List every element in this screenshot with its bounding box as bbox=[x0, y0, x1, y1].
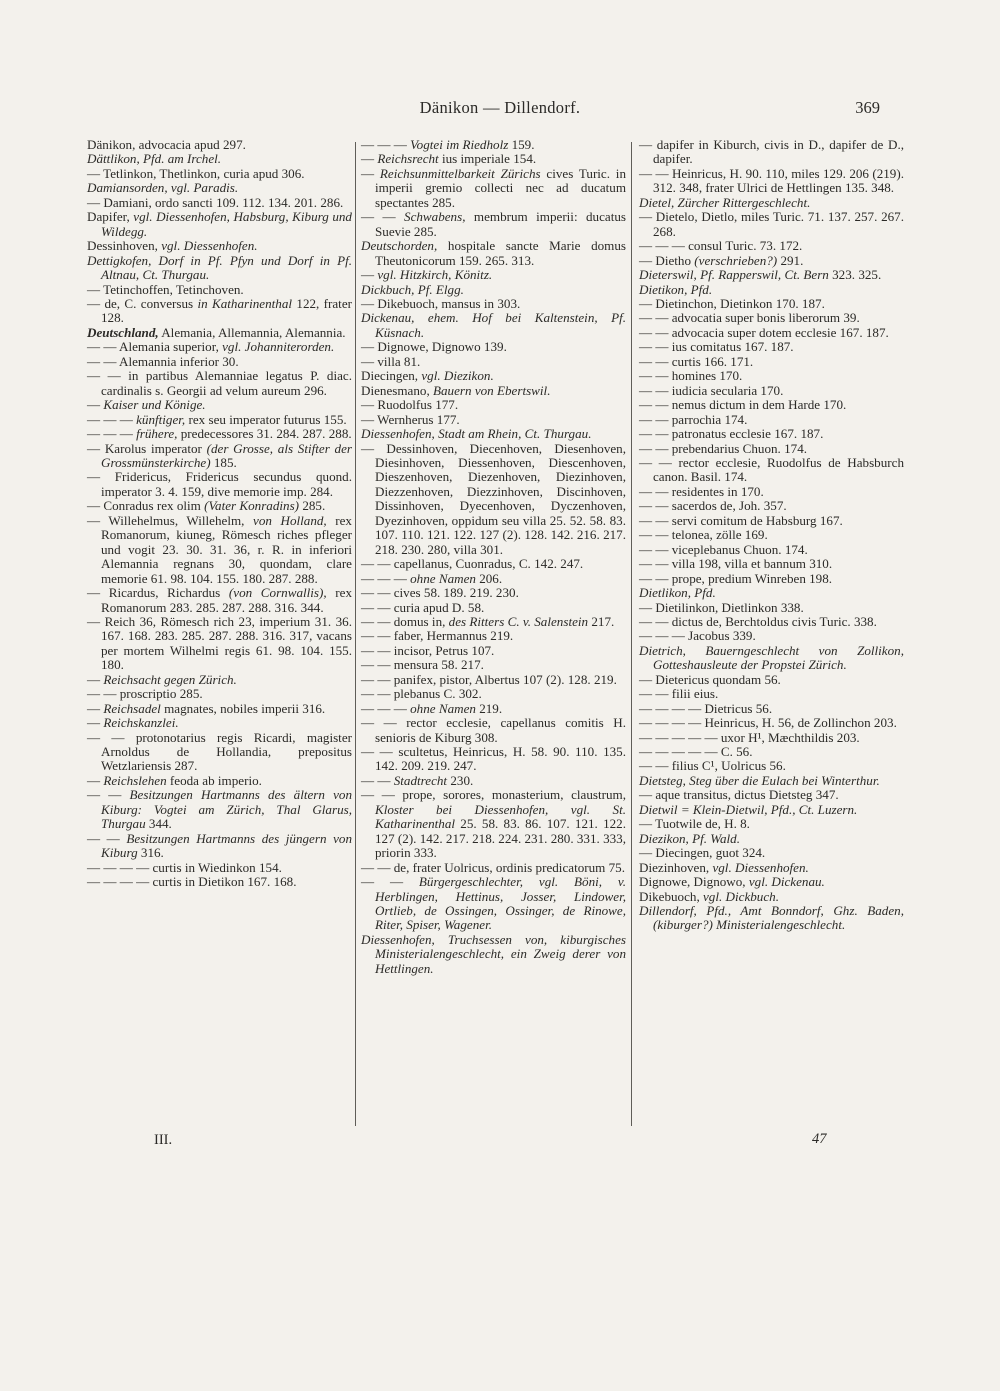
index-entry: — — iudicia secularia 170. bbox=[639, 382, 784, 398]
index-entry: Diecingen, vgl. Diezikon. bbox=[361, 368, 494, 384]
index-entry: — — capellanus, Cuonradus, C. 142. 247. bbox=[361, 556, 584, 572]
index-entry: — — advocatia super bonis liberorum 39. bbox=[639, 310, 860, 326]
index-entry: — — Besitzungen Hartmanns des jüngern von Kiburg 316. bbox=[87, 830, 352, 861]
index-entry: Dietlikon, Pfd. bbox=[639, 585, 716, 601]
index-entry: — — filii eius. bbox=[639, 686, 719, 702]
index-entry: — — cives 58. 189. 219. 230. bbox=[361, 585, 519, 601]
index-entry: Dietikon, Pfd. bbox=[639, 281, 713, 297]
sheet-number: 47 bbox=[812, 1131, 827, 1147]
index-entry: — — prebendarius Chuon. 174. bbox=[639, 440, 808, 456]
index-entry: — — Stadtrecht 230. bbox=[361, 772, 474, 788]
index-entry: Deutschland, Alemania, Allemannia, Alemannia. bbox=[87, 324, 346, 340]
index-entry: Dietel, Zürcher Rittergeschlecht. bbox=[639, 194, 811, 210]
index-entry: — Ruodolfus 177. bbox=[361, 397, 459, 413]
index-entry: Dessinhoven, vgl. Diessenhofen. bbox=[87, 238, 258, 254]
index-entry: — villa 81. bbox=[361, 353, 421, 369]
index-entry: — — Alemania superior, vgl. Johanniterorden. bbox=[87, 339, 335, 355]
index-entry: — de, C. conversus in Katharinenthal 122, frater 128. bbox=[87, 295, 352, 326]
column-divider bbox=[355, 142, 356, 1126]
index-entry: Dickbuch, Pf. Elgg. bbox=[361, 281, 464, 297]
index-entry: — Reichsacht gegen Zürich. bbox=[87, 671, 237, 687]
index-entry: Dänikon, advocacia apud 297. bbox=[87, 137, 246, 152]
index-entry: — — ius comitatus 167. 187. bbox=[639, 339, 794, 355]
index-column-2 bbox=[361, 138, 626, 976]
index-column-1 bbox=[87, 138, 352, 890]
index-entry: Dietrich, Bauerngeschlecht von Zollikon, Gotteshausleute der Propstei Zürich. bbox=[639, 642, 904, 673]
index-entry: — — proscriptio 285. bbox=[87, 686, 203, 702]
index-entry: — — — — curtis in Wiedinkon 154. bbox=[87, 859, 282, 875]
index-entry: — — Schwabens, membrum imperii: ducatus Suevie 285. bbox=[361, 209, 626, 239]
index-entry: — — — — Heinricus, H. 56, de Zollinchon 203. bbox=[639, 715, 897, 731]
index-entry: Diezinhoven, vgl. Diessenhofen. bbox=[639, 859, 809, 875]
index-entry: Dienesmano, Bauern von Ebertswil. bbox=[361, 382, 551, 398]
page-title: Dänikon — Dillendorf. bbox=[419, 98, 581, 117]
index-entry: — — in partibus Alemanniae legatus P. diac. cardinalis s. Georgii ad velum aureum 296. bbox=[87, 368, 352, 398]
index-entry: — Reichsunmittelbarkeit Zürichs cives Turic. in imperii gremio collecti nec ad ducatum spectantes 285. bbox=[361, 165, 626, 210]
index-entry: — — panifex, pistor, Albertus 107 (2). 128. 219. bbox=[361, 671, 617, 687]
index-entry: — — advocacia super dotem ecclesie 167. 187. bbox=[639, 324, 889, 340]
column-divider bbox=[631, 142, 632, 1126]
index-entry: Deutschorden, hospitale sancte Marie domus Theutonicorum 159. 265. 313. bbox=[361, 238, 626, 268]
index-entry: — — Heinricus, H. 90. 110, miles 129. 206 (219). 312. 348, frater Ulrici de Hettlingen 135. 348. bbox=[639, 165, 904, 196]
index-entry: — — — Jacobus 339. bbox=[639, 628, 756, 644]
index-entry: Dättlikon, Pfd. am Irchel. bbox=[87, 151, 222, 167]
index-entry: — Reichslehen feoda ab imperio. bbox=[87, 772, 262, 788]
index-entry: — — curtis 166. 171. bbox=[639, 353, 754, 369]
index-entry: — Willehelmus, Willehelm, von Holland, rex Romanorum, kiuneg, Römesch riches pfleger und vogit 23. 30. 31. 36, r. R. in inferiori Alemannia regnans 30, quondam, clare memorie 61. 98. 104. 155. 180. 287. 288. bbox=[87, 512, 352, 586]
index-entry: — — residentes in 170. bbox=[639, 483, 764, 499]
index-entry: — — Besitzungen Hartmanns des ältern von Kiburg: Vogtei am Zürich, Thal Glarus, Thurgau 344. bbox=[87, 787, 353, 832]
index-entry: — — faber, Hermannus 219. bbox=[361, 628, 514, 644]
index-entry: — — — — — C. 56. bbox=[639, 744, 753, 760]
index-entry: Dignowe, Dignowo, vgl. Dickenau. bbox=[639, 874, 825, 890]
index-entry: — — — — curtis in Dietikon 167. 168. bbox=[87, 874, 297, 890]
index-entry: — Reichsrecht ius imperiale 154. bbox=[361, 151, 537, 167]
index-entry: — Damiani, ordo sancti 109. 112. 134. 201. 286. bbox=[87, 194, 344, 210]
index-entry: — — plebanus C. 302. bbox=[361, 686, 482, 702]
index-entry: — aque transitus, dictus Dietsteg 347. bbox=[639, 787, 839, 803]
index-entry: Dietsteg, Steg über die Eulach bei Winterthur. bbox=[639, 772, 880, 788]
index-entry: — — de, frater Uolricus, ordinis predicatorum 75. bbox=[361, 859, 625, 875]
index-entry: Dapifer, vgl. Diessenhofen, Habsburg, Kiburg und Wildegg. bbox=[87, 209, 352, 239]
index-entry: — Diecingen, guot 324. bbox=[639, 845, 766, 861]
index-entry: — Karolus imperator (der Grosse, als Stifter der Grossmünsterkirche) 185. bbox=[87, 440, 352, 470]
index-entry: — Dietinchon, Dietinkon 170. 187. bbox=[639, 295, 825, 311]
index-entry: — Conradus rex olim (Vater Konradins) 285. bbox=[87, 498, 326, 514]
index-entry: — — rector ecclesie, Ruodolfus de Habsburch canon. Basil. 174. bbox=[639, 454, 904, 485]
index-entry: Dettigkofen, Dorf in Pf. Pfyn und Dorf in Pf. Altnau, Ct. Thurgau. bbox=[87, 252, 352, 283]
index-entry: — vgl. Hitzkirch, Könitz. bbox=[361, 267, 493, 283]
index-entry: — — filius C¹, Uolricus 56. bbox=[639, 758, 786, 774]
index-entry: — Tetinchoffen, Tetinchoven. bbox=[87, 281, 244, 297]
index-entry: — Dietelo, Dietlo, miles Turic. 71. 137. 257. 267. 268. bbox=[639, 209, 904, 239]
index-entry: — — mensura 58. 217. bbox=[361, 657, 484, 673]
index-entry: — — dictus de, Berchtoldus civis Turic. 338. bbox=[639, 613, 877, 629]
index-entry: — — — Vogtei im Riedholz 159. bbox=[361, 137, 535, 152]
index-entry: — — sacerdos de, Joh. 357. bbox=[639, 498, 787, 514]
index-entry: — Fridericus, Fridericus secundus quond. imperator 3. 4. 159, dive memorie imp. 284. bbox=[87, 469, 352, 499]
index-entry: — — homines 170. bbox=[639, 368, 743, 384]
index-entry: — — viceplebanus Chuon. 174. bbox=[639, 541, 808, 557]
index-entry: — — domus in, des Ritters C. v. Salenstein 217. bbox=[361, 613, 615, 629]
index-entry: — Dietericus quondam 56. bbox=[639, 671, 781, 687]
index-entry: — — telonea, zölle 169. bbox=[639, 527, 768, 543]
index-entry: Dietwil = Klein-Dietwil, Pfd., Ct. Luzern. bbox=[639, 801, 858, 817]
index-entry: — Dietilinkon, Dietlinkon 338. bbox=[639, 599, 804, 615]
index-entry: — — scultetus, Heinricus, H. 58. 90. 110. 135. 142. 209. 219. 247. bbox=[361, 744, 626, 774]
index-entry: Dieterswil, Pf. Rapperswil, Ct. Bern 323. 325. bbox=[639, 267, 882, 283]
index-entry: — Kaiser und Könige. bbox=[87, 397, 206, 413]
signature-mark: III. bbox=[154, 1132, 173, 1148]
index-entry: Dickenau, ehem. Hof bei Kaltenstein, Pf. Küsnach. bbox=[361, 310, 626, 340]
index-entry: — — — — Dietricus 56. bbox=[639, 700, 773, 716]
index-entry: — — — — — uxor H¹, Mæchthildis 203. bbox=[639, 729, 860, 745]
index-entry: Damiansorden, vgl. Paradis. bbox=[87, 180, 239, 196]
index-entry: — — — künftiger, rex seu imperator futurus 155. bbox=[87, 411, 347, 427]
index-entry: Dikebuoch, vgl. Dickbuch. bbox=[639, 888, 779, 904]
index-entry: — — — consul Turic. 73. 172. bbox=[639, 238, 803, 254]
index-entry: — — — ohne Namen 206. bbox=[361, 570, 503, 586]
page-number: 369 bbox=[855, 98, 880, 117]
index-entry: — Reich 36, Römesch rich 23, imperium 31. 36. 167. 168. 283. 285. 287. 288. 316. 317, vacans per mortem Wilhelmi regis 61. 98. 104. 155. 180. bbox=[87, 613, 352, 673]
index-entry: — — prope, predium Winreben 198. bbox=[639, 570, 833, 586]
index-entry: — — Bürgergeschlechter, vgl. Böni, v. Herblingen, Hettinus, Josser, Lindower, Ortlieb, de Ossingen, Ossinger, de Rinowe, Riter, Spiser, Wagener. bbox=[361, 874, 627, 933]
index-entry: — — rector ecclesie, capellanus comitis H. senioris de Kiburg 308. bbox=[361, 715, 626, 745]
index-entry: — — nemus dictum in dem Harde 170. bbox=[639, 397, 847, 413]
index-entry: — — parrochia 174. bbox=[639, 411, 748, 427]
index-entry: — Dignowe, Dignowo 139. bbox=[361, 339, 507, 355]
index-entry: — — — frühere, predecessores 31. 284. 287. 288. bbox=[87, 426, 352, 442]
index-entry: — — protonotarius regis Ricardi, magister Arnoldus de Hollandia, prepositus Wetzlariensis 287. bbox=[87, 729, 352, 774]
index-entry: — Dikebuoch, mansus in 303. bbox=[361, 295, 521, 311]
index-entry: — Tuotwile de, H. 8. bbox=[639, 816, 750, 832]
index-entry: — Reichsadel magnates, nobiles imperii 316. bbox=[87, 700, 326, 716]
index-entry: — — curia apud D. 58. bbox=[361, 599, 485, 615]
index-entry: — Wernherus 177. bbox=[361, 411, 460, 427]
index-entry: — — incisor, Petrus 107. bbox=[361, 642, 495, 658]
index-entry: Diessenhofen, Stadt am Rhein, Ct. Thurgau. bbox=[361, 426, 592, 442]
index-entry: — — Alemannia inferior 30. bbox=[87, 353, 239, 369]
index-entry: — Dessinhoven, Diecenhoven, Diesenhoven, Diesinhoven, Diessenhoven, Diescenhoven, Dieszenhoven, Diezenhoven, Diezinhoven, Diezzenhoven, Diezzinhoven, Discinhoven, Dissinhoven, Dyecenhoven, Dyczenhoven, Dyezinhoven, oppidum seu villa 25. 52. 58. 83. 107. 110. 121. 122. 127 (2). 128. 142. 216. 217. 218. 230. 280, villa 301. bbox=[361, 440, 626, 557]
index-entry: Diezikon, Pf. Wald. bbox=[639, 830, 740, 846]
index-entry: Dillendorf, Pfd., Amt Bonndorf, Ghz. Baden, (kiburger?) Ministerialengeschlecht. bbox=[639, 903, 904, 933]
index-entry: — Tetlinkon, Thetlinkon, curia apud 306. bbox=[87, 165, 305, 181]
index-entry: — — prope, sorores, monasterium, claustrum, Kloster bei Diessenhofen, vgl. St. Katharinenthal 25. 58. 83. 86. 107. 121. 122. 127 (2). 142. 217. 218. 224. 231. 280. 331. 333, priorin 333. bbox=[361, 787, 626, 861]
index-entry: — Reichskanzlei. bbox=[87, 715, 179, 731]
index-entry: — Ricardus, Richardus (von Cornwallis), rex Romanorum 283. 285. 287. 288. 316. 344. bbox=[87, 585, 353, 615]
index-entry: — Dietho (verschrieben?) 291. bbox=[639, 252, 804, 268]
index-entry: — — patronatus ecclesie 167. 187. bbox=[639, 426, 824, 442]
running-head bbox=[0, 98, 1000, 120]
index-entry: Diessenhofen, Truchsessen von, kiburgisches Ministerialengeschlecht, ein Zweig derer von Hettlingen. bbox=[361, 931, 626, 976]
index-entry: — — servi comitum de Habsburg 167. bbox=[639, 512, 843, 528]
index-column-3 bbox=[639, 138, 904, 933]
index-entry: — dapifer in Kiburch, civis in D., dapifer de D., dapifer. bbox=[639, 137, 904, 167]
index-entry: — — — ohne Namen 219. bbox=[361, 700, 503, 716]
index-entry: — — villa 198, villa et bannum 310. bbox=[639, 556, 833, 572]
